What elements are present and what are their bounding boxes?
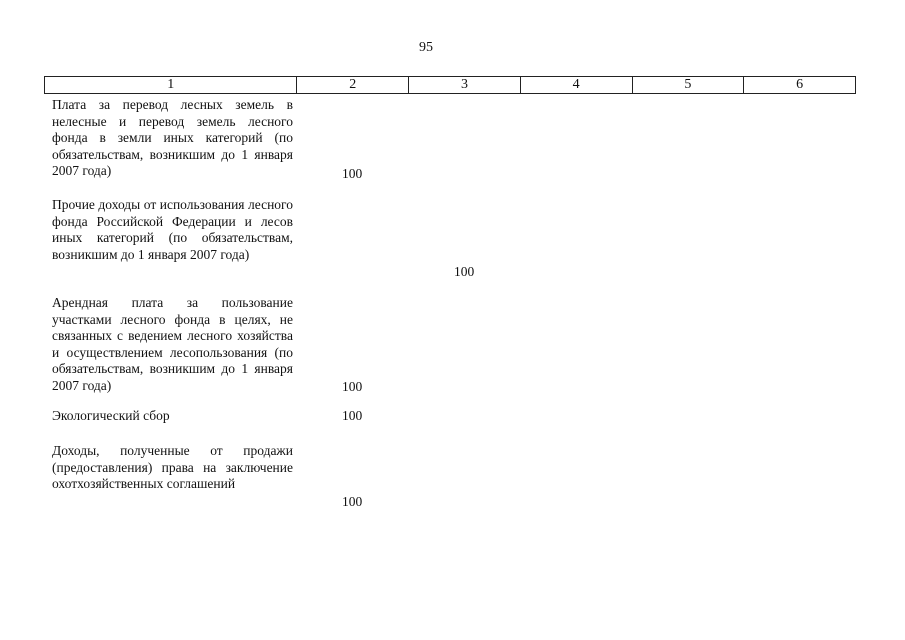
- row-description: Плата за перевод лесных земель в нелесные и перевод земель лесного фонда в земли иных категорий (по обязательствам, возникшим до 1 января 2007 года): [52, 97, 293, 179]
- header-col-1: 1: [45, 77, 297, 93]
- row-description: Прочие доходы от использования лесного фонда Российской Федерации и лесов иных категорий (по обязательствам, возникшим до 1 января 2007 года): [52, 197, 293, 262]
- header-col-5: 5: [633, 77, 745, 93]
- header-col-6: 6: [796, 77, 804, 92]
- row-description: Доходы, полученные от продажи (предоставления) права на заключение охотхозяйственных соглашений: [52, 443, 293, 492]
- row-description: Арендная плата за пользование участками лесного фонда в целях, не связанных с ведением лесного хозяйства и осуществлением лесопользования (по обязательствам, возникшим до 1 января 2007 года): [52, 295, 293, 393]
- table-header-row: [44, 76, 856, 94]
- row-description: Экологический сбор: [52, 408, 170, 423]
- page-number: 95: [419, 40, 433, 55]
- header-col-3: 3: [409, 77, 521, 93]
- row-value: 100: [342, 408, 363, 423]
- row-value: 100: [342, 166, 363, 181]
- header-col-2: 2: [297, 77, 409, 93]
- row-value: 100: [454, 264, 475, 279]
- row-value: 100: [342, 379, 363, 394]
- header-col-4: 4: [521, 77, 633, 93]
- row-value: 100: [342, 494, 363, 509]
